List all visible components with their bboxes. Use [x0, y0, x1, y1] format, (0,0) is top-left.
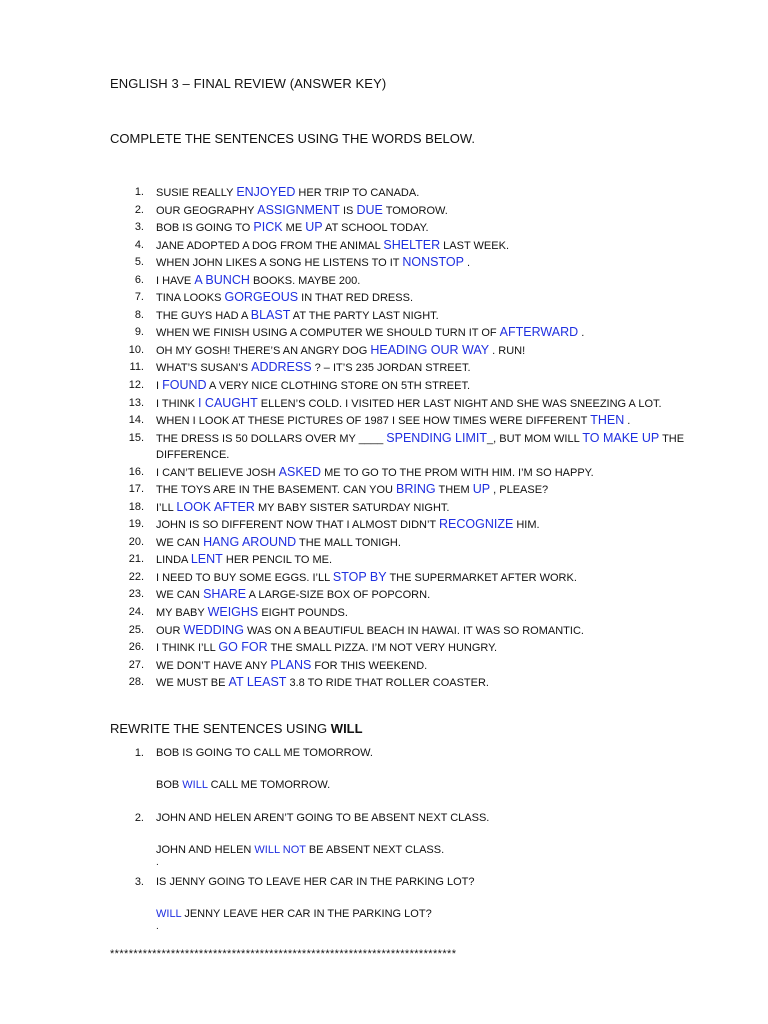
sentence-text: LINDA: [156, 554, 191, 567]
list-item: [0, 534, 768, 552]
rewrite-heading: [110, 721, 363, 736]
answer-word: GO FOR: [218, 640, 268, 655]
answer-word: A BUNCH: [194, 272, 250, 287]
item-number: 22.: [128, 570, 144, 583]
list-item: [0, 307, 768, 325]
answer-word: WEIGHS: [207, 605, 259, 620]
item-sentence: [156, 307, 439, 326]
answer-word: WEDDING: [183, 622, 244, 637]
item-sentence: [156, 412, 630, 431]
item-sentence: [156, 395, 662, 414]
item-sentence: [156, 481, 548, 500]
item-sentence: [156, 430, 684, 449]
sentence-text: I THINK: [156, 397, 198, 410]
sentence-text: WHEN JOHN LIKES A SONG HE LISTENS TO IT: [156, 257, 403, 270]
rewrite-question: JOHN AND HELEN AREN’T GOING TO BE ABSENT NEXT CLASS.: [156, 812, 490, 824]
sentence-text: FOR THIS WEEKEND.: [311, 659, 428, 672]
item-number: 13.: [128, 396, 144, 409]
rewrite-item: [0, 876, 768, 936]
sentence-text: A LARGE-SIZE BOX OF POPCORN.: [246, 589, 431, 602]
list-item: [0, 254, 768, 272]
item-sentence: [156, 551, 332, 570]
item-number: 5.: [134, 256, 144, 269]
item-sentence: [156, 359, 471, 378]
item-sentence: [156, 219, 429, 238]
rewrite-item: [0, 747, 768, 807]
item-sentence: [156, 289, 413, 308]
sentence-text: WE CAN: [156, 536, 204, 549]
answer-text: CALL ME TOMORROW.: [207, 779, 331, 791]
sentence-text: JANE ADOPTED A DOG FROM THE ANIMAL: [156, 239, 384, 252]
answer-word: NONSTOP: [402, 255, 464, 270]
list-item: [0, 499, 768, 517]
list-item: [0, 481, 768, 499]
item-sentence: [156, 184, 419, 203]
item-number: 23.: [128, 588, 144, 601]
answer-word: AT LEAST: [228, 675, 287, 690]
item-sentence: [156, 516, 540, 535]
item-sentence: [156, 237, 509, 256]
section-instruction: COMPLETE THE SENTENCES USING THE WORDS BELOW.: [110, 131, 476, 146]
list-item: [0, 569, 768, 587]
sentence-text: MY BABY: [156, 607, 208, 620]
rewrite-question: BOB IS GOING TO CALL ME TOMORROW.: [156, 747, 373, 759]
answer-word: HANG AROUND: [203, 534, 297, 549]
list-item: [0, 272, 768, 290]
answer-word: ASSIGNMENT: [257, 202, 340, 217]
answer-text: BOB: [156, 779, 183, 791]
sentence-text: OUR GEOGRAPHY: [156, 204, 258, 217]
list-item: [0, 622, 768, 640]
sentence-text: WE DON’T HAVE ANY: [156, 659, 271, 672]
sentence-text: 3.8 TO RIDE THAT ROLLER COASTER.: [286, 677, 489, 690]
item-sentence: [156, 622, 584, 641]
sentence-text: WHAT’S SUSAN’S: [156, 362, 252, 375]
answer-word: UP: [472, 482, 491, 497]
item-number: 16.: [128, 465, 144, 478]
list-item: [0, 359, 768, 377]
answer-word: PLANS: [270, 657, 312, 672]
list-item: [0, 395, 768, 413]
item-number: 10.: [128, 343, 144, 356]
sentence-text: THEM: [435, 484, 473, 497]
sentence-text: IS: [339, 204, 357, 217]
answer-word: TO MAKE UP: [582, 430, 660, 445]
sentence-text: MY BABY SISTER SATURDAY NIGHT.: [254, 501, 450, 514]
rewrite-number: 2.: [134, 812, 144, 824]
list-item: [0, 604, 768, 622]
sentence-text: THE: [659, 432, 685, 445]
answer-word: THEN: [590, 413, 625, 428]
answer-word: PICK: [253, 220, 283, 235]
answer-word: SHELTER: [383, 237, 441, 252]
sentence-text: , PLEASE?: [490, 484, 549, 497]
sentence-text: HER PENCIL TO ME.: [222, 554, 333, 567]
item-sentence-continuation: DIFFERENCE.: [156, 448, 230, 461]
answer-word: ENJOYED: [236, 185, 296, 199]
sentence-text: ELLEN’S COLD. I VISITED HER LAST NIGHT AND SHE WAS SNEEZING A LOT.: [257, 397, 662, 410]
sentence-text: WE MUST BE: [156, 677, 229, 690]
sentence-text: THE MALL TONIGH.: [296, 536, 401, 549]
item-sentence: [156, 674, 489, 693]
list-item: [0, 237, 768, 255]
answer-word: HEADING OUR WAY: [370, 342, 490, 357]
list-item: [0, 430, 768, 464]
list-item: [0, 551, 768, 569]
list-item: [0, 184, 768, 202]
item-number: 4.: [134, 238, 144, 251]
item-number: 17.: [128, 483, 144, 496]
completion-list: [0, 184, 768, 692]
answer-text: BE ABSENT NEXT CLASS.: [305, 844, 445, 856]
answer-text: JOHN AND HELEN: [156, 844, 255, 856]
rewrite-item: [0, 812, 768, 872]
answer-word: ASKED: [278, 464, 322, 479]
sentence-text: IN THAT RED DRESS.: [298, 292, 414, 305]
answer-word: UP: [305, 220, 323, 235]
answer-word: BLAST: [250, 307, 291, 322]
list-item: [0, 342, 768, 360]
item-number: 19.: [128, 518, 144, 531]
sentence-text: I CAN’T BELIEVE JOSH: [156, 466, 279, 479]
item-sentence: [156, 377, 470, 396]
answer-word: STOP BY: [332, 569, 387, 584]
list-item: [0, 586, 768, 604]
item-sentence: [156, 586, 430, 605]
sentence-text: .: [624, 415, 631, 428]
sentence-text: WAS ON A BEAUTIFUL BEACH IN HAWAI. IT WAS SO ROMANTIC.: [243, 624, 584, 637]
item-number: 15.: [128, 431, 144, 444]
sentence-text: THE GUYS HAD A: [156, 309, 251, 322]
rewrite-question: IS JENNY GOING TO LEAVE HER CAR IN THE PARKING LOT?: [156, 876, 475, 888]
sentence-text: .: [463, 257, 471, 270]
divider-line: **************************************************************************: [110, 948, 457, 960]
item-sentence: [156, 202, 448, 221]
rewrite-heading-keyword: WILL: [330, 721, 363, 736]
sentence-text: _, BUT MOM WILL: [487, 432, 583, 445]
rewrite-number: 1.: [134, 747, 144, 759]
sentence-text: WHEN I LOOK AT THESE PICTURES OF 1987 I SEE HOW TIMES WERE DIFFERENT: [156, 415, 591, 428]
answer-word: FOUND: [162, 378, 207, 393]
answer-word: LOOK AFTER: [176, 499, 255, 514]
sentence-text: WE CAN: [156, 589, 204, 602]
answer-text: JENNY LEAVE HER CAR IN THE PARKING LOT?: [181, 908, 432, 920]
rewrite-answer: [156, 908, 432, 920]
sentence-text: BOOKS. MAYBE 200.: [249, 274, 361, 287]
item-sentence: [156, 342, 525, 361]
sentence-text: EIGHT POUNDS.: [258, 607, 348, 620]
item-sentence: [156, 604, 348, 623]
sentence-text: ME TO GO TO THE PROM WITH HIM. I’M SO HAPPY.: [321, 466, 594, 479]
item-number: 3.: [134, 221, 144, 234]
trailing-dot: .: [156, 857, 159, 868]
sentence-text: THE SMALL PIZZA. I’M NOT VERY HUNGRY.: [267, 642, 498, 655]
answer-word: SHARE: [203, 587, 247, 602]
list-item: [0, 464, 768, 482]
item-number: 14.: [128, 414, 144, 427]
sentence-text: .: [578, 327, 585, 340]
sentence-text: TINA LOOKS: [156, 292, 225, 305]
sentence-text: OH MY GOSH! THERE’S AN ANGRY DOG: [156, 344, 371, 357]
list-item: [0, 639, 768, 657]
item-number: 2.: [134, 203, 144, 216]
answer-word: DUE: [356, 202, 383, 217]
document-title: ENGLISH 3 – FINAL REVIEW (ANSWER KEY): [110, 76, 387, 91]
item-sentence: [156, 534, 401, 553]
answer-word: SPENDING LIMIT: [386, 430, 487, 445]
item-sentence: [156, 324, 584, 343]
item-sentence: [156, 639, 497, 658]
trailing-dot: .: [156, 921, 159, 932]
sentence-text: I’LL: [156, 501, 177, 514]
answer-word: BRING: [396, 482, 436, 497]
sentence-text: TOMOROW.: [382, 204, 448, 217]
answer-word: ADDRESS: [251, 360, 312, 375]
rewrite-heading-prefix: REWRITE THE SENTENCES USING: [110, 721, 331, 736]
answer-word: WILL NOT: [254, 844, 306, 856]
list-item: [0, 674, 768, 692]
item-number: 28.: [128, 676, 144, 689]
sentence-text: . RUN!: [489, 344, 526, 357]
item-sentence: [156, 569, 577, 588]
rewrite-answer: [156, 779, 330, 791]
item-sentence: [156, 657, 427, 676]
list-item: [0, 657, 768, 675]
item-sentence: [156, 499, 449, 518]
item-number: 26.: [128, 641, 144, 654]
sentence-text: JOHN IS SO DIFFERENT NOW THAT I ALMOST DIDN’T: [156, 519, 439, 532]
sentence-text: I: [156, 380, 163, 393]
sentence-text: OUR: [156, 624, 184, 637]
rewrite-number: 3.: [134, 876, 144, 888]
item-number: 7.: [134, 291, 144, 304]
sentence-text: HER TRIP TO CANADA.: [295, 187, 420, 199]
item-number: 24.: [128, 606, 144, 619]
rewrite-answer: [156, 844, 444, 856]
answer-word: WILL: [182, 779, 208, 791]
answer-word: AFTERWARD: [499, 325, 579, 340]
item-number: 1.: [134, 186, 144, 198]
sentence-text: I NEED TO BUY SOME EGGS. I’LL: [156, 571, 333, 584]
sentence-text: HIM.: [513, 519, 540, 532]
answer-word: RECOGNIZE: [438, 517, 514, 532]
sentence-text: ME: [282, 222, 306, 235]
item-number: 6.: [134, 273, 144, 286]
item-number: 25.: [128, 623, 144, 636]
sentence-text: THE SUPERMARKET AFTER WORK.: [386, 571, 577, 584]
sentence-text: AT SCHOOL TODAY.: [322, 222, 429, 235]
item-number: 8.: [134, 308, 144, 321]
answer-word: GORGEOUS: [224, 290, 299, 305]
item-number: 20.: [128, 535, 144, 548]
list-item: [0, 377, 768, 395]
item-sentence: [156, 254, 470, 273]
answer-word: I CAUGHT: [197, 395, 258, 410]
item-sentence: [156, 464, 594, 483]
list-item: [0, 324, 768, 342]
list-item: [0, 289, 768, 307]
item-number: 12.: [128, 379, 144, 392]
sentence-text: BOB IS GOING TO: [156, 222, 254, 235]
item-number: 21.: [128, 553, 144, 566]
list-item: [0, 516, 768, 534]
sentence-text: ? – IT’S 235 JORDAN STREET.: [311, 362, 471, 375]
answer-word: LENT: [190, 552, 223, 567]
answer-word: WILL: [156, 908, 182, 920]
item-number: 18.: [128, 500, 144, 513]
sentence-text: THE TOYS ARE IN THE BASEMENT. CAN YOU: [156, 484, 397, 497]
list-item: [0, 202, 768, 220]
item-number: 9.: [134, 326, 144, 339]
sentence-text: I HAVE: [156, 274, 195, 287]
sentence-text: WHEN WE FINISH USING A COMPUTER WE SHOULD TURN IT OF: [156, 327, 500, 340]
item-number: 27.: [128, 658, 144, 671]
sentence-text: A VERY NICE CLOTHING STORE ON 5TH STREET.: [206, 380, 471, 393]
item-number: 11.: [129, 361, 144, 374]
sentence-text: AT THE PARTY LAST NIGHT.: [290, 309, 439, 322]
list-item: [0, 412, 768, 430]
sentence-text: I THINK I’LL: [156, 642, 219, 655]
sentence-text: LAST WEEK.: [440, 239, 509, 252]
list-item: [0, 219, 768, 237]
sentence-text: THE DRESS IS 50 DOLLARS OVER MY ____: [156, 432, 387, 445]
sentence-text: SUSIE REALLY: [156, 187, 237, 199]
item-sentence: [156, 272, 360, 291]
